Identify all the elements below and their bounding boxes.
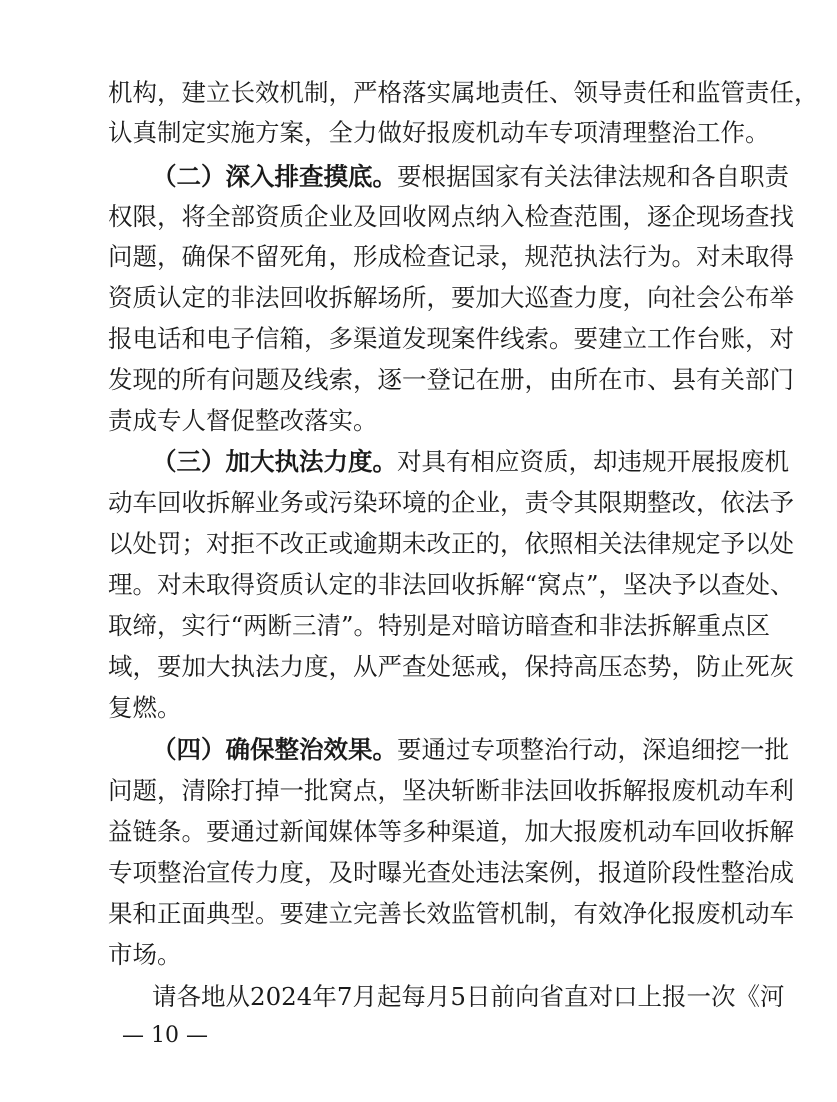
- text-line-1: 机构，建立长效机制，严格落实属地责任、领导责任和监管责任，: [108, 78, 819, 107]
- text-line-14: 取缔，实行“两断三清”。特别是对暗访暗查和非法拆解重点区: [108, 611, 771, 640]
- text-line-6: 资质认定的非法回收拆解场所，要加大巡查力度，向社会公布举: [108, 283, 794, 312]
- text-line-19: 益链条。要通过新闻媒体等多种渠道，加大报废机动车回收拆解: [108, 817, 794, 846]
- text-line-5: 问题，确保不留死角，形成检查记录，规范执法行为。对未取得: [108, 242, 794, 271]
- text-line-9: 责成专人督促整改落实。: [108, 406, 378, 435]
- section-3-first-line-text: 对具有相应资质，却违规开展报废机: [397, 447, 789, 476]
- text-line-7: 报电话和电子信箱，多渠道发现案件线索。要建立工作台账，对: [108, 324, 794, 353]
- text-line-20: 专项整治宣传力度，及时曝光查处违法案例，报道阶段性整治成: [108, 858, 794, 887]
- section-2-first-line: [152, 157, 789, 197]
- section-4-first-line-text: 要通过专项整治行动，深追细挖一批: [397, 735, 789, 764]
- text-line-8: 发现的所有问题及线索，逐一登记在册，由所在市、县有关部门: [108, 365, 794, 394]
- text-line-15: 域，要加大执法力度，从严查处惩戒，保持高压态势，防止死灰: [108, 652, 794, 681]
- page-number: — 10 —: [122, 1023, 208, 1048]
- text-line-16: 复燃。: [108, 693, 182, 722]
- section-3-heading: （三）加大执法力度。: [152, 447, 397, 476]
- text-line-22: 市场。: [108, 940, 182, 969]
- section-2-heading: （二）深入排查摸底。: [152, 162, 397, 191]
- section-2-first-line-text: 要根据国家有关法律法规和各自职责: [397, 162, 789, 191]
- text-line-12: 以处罚；对拒不改正或逾期未改正的，依照相关法律规定予以处: [108, 529, 794, 558]
- section-3-first-line: [152, 442, 789, 482]
- text-line-24: 请各地从2024年7月起每月5日前向省直对口上报一次《河: [152, 982, 785, 1011]
- text-line-13: 理。对未取得资质认定的非法回收拆解“窝点”，坚决予以查处、: [108, 570, 795, 599]
- text-line-11: 动车回收拆解业务或污染环境的企业，责令其限期整改，依法予: [108, 488, 794, 517]
- text-line-4: 权限，将全部资质企业及回收网点纳入检查范围，逐企现场查找: [108, 202, 794, 231]
- text-line-21: 果和正面典型。要建立完善长效监管机制，有效净化报废机动车: [108, 899, 794, 928]
- text-line-18: 问题，清除打掉一批窝点，坚决斩断非法回收拆解报废机动车利: [108, 776, 794, 805]
- text-line-2: 认真制定实施方案，全力做好报废机动车专项清理整治工作。: [108, 118, 770, 147]
- section-4-first-line: [152, 730, 789, 770]
- section-4-heading: （四）确保整治效果。: [152, 735, 397, 764]
